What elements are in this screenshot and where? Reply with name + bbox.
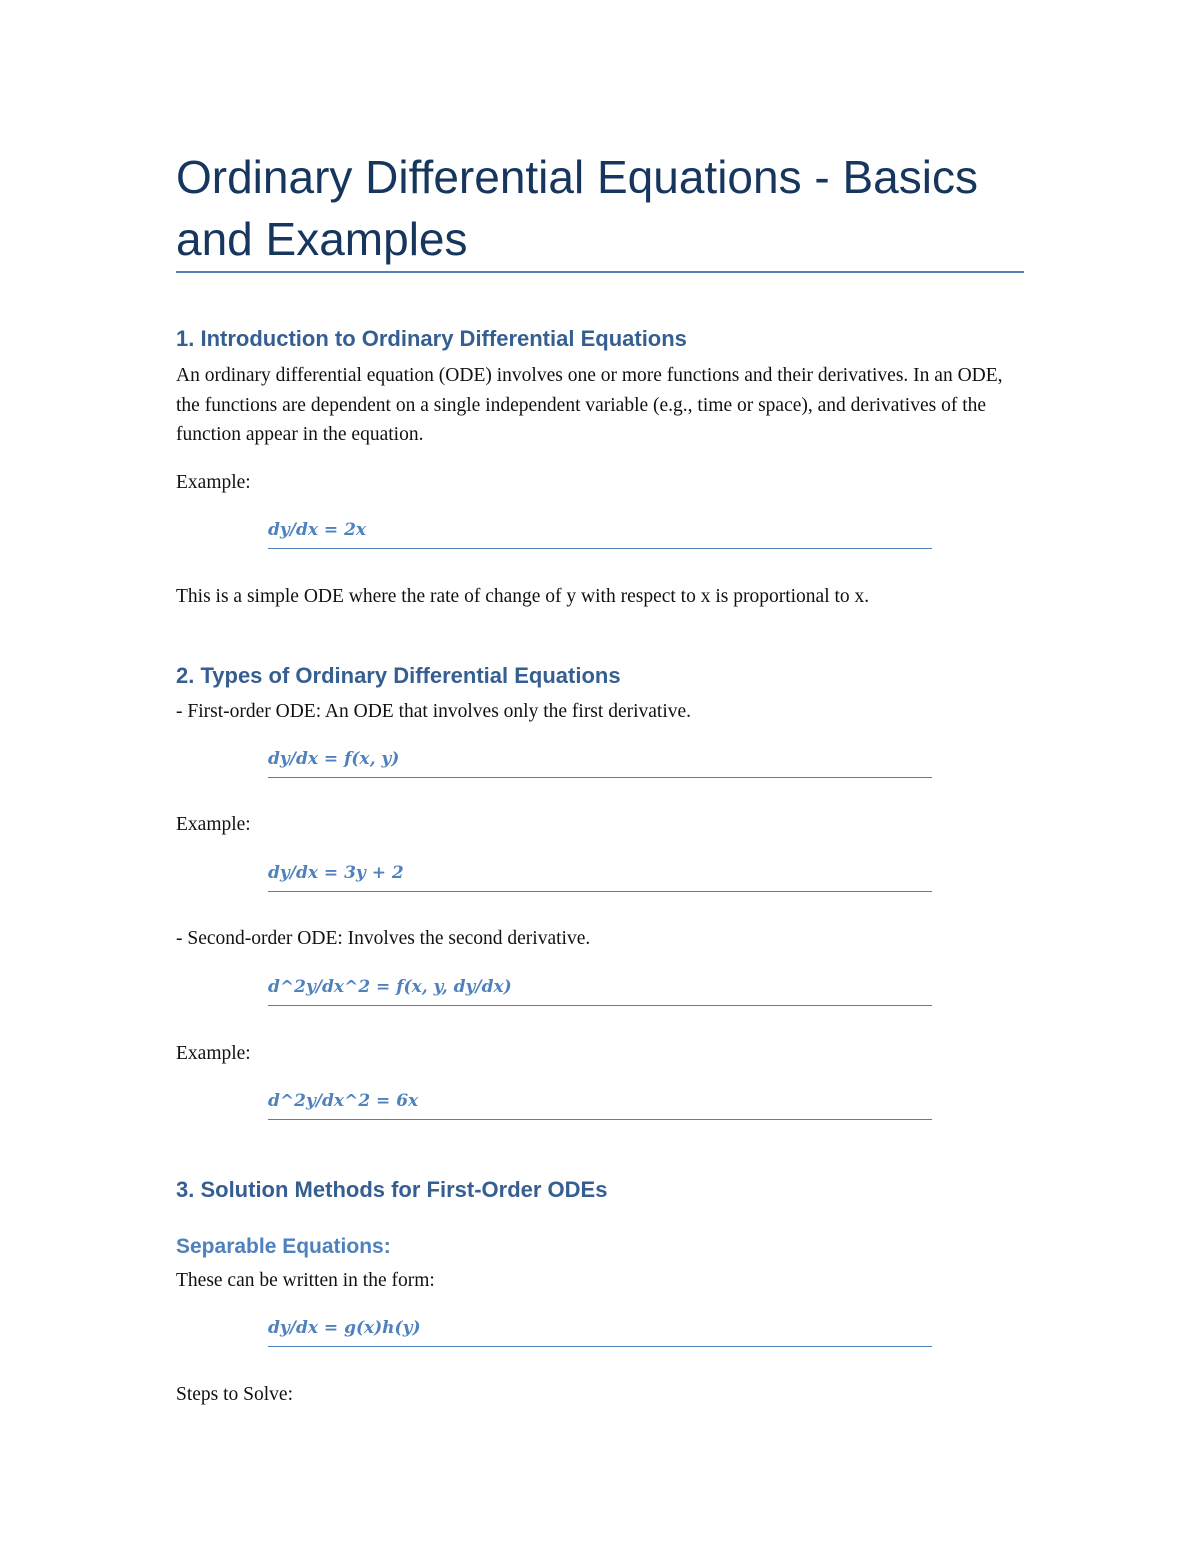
second-order-example-label: Example: xyxy=(176,1043,251,1064)
equation-first-order-general: dy/dx = f(x, y) xyxy=(268,746,932,778)
equation-second-order-general: d^2y/dx^2 = f(x, y, dy/dx) xyxy=(268,974,932,1006)
equation-dy-dx-2x: dy/dx = 2x xyxy=(268,517,932,549)
second-order-description: - Second-order ODE: Involves the second derivative. xyxy=(176,928,591,949)
first-order-example-label: Example: xyxy=(176,814,251,835)
separable-equations-subheading: Separable Equations: xyxy=(176,1235,391,1258)
steps-to-solve-label: Steps to Solve: xyxy=(176,1384,294,1405)
equation-separable-form: dy/dx = g(x)h(y) xyxy=(268,1315,932,1347)
section-1-heading: 1. Introduction to Ordinary Differential Equations xyxy=(176,326,687,351)
equation-first-order-example: dy/dx = 3y + 2 xyxy=(268,860,932,892)
section-2-heading: 2. Types of Ordinary Differential Equations xyxy=(176,663,621,688)
first-order-description: - First-order ODE: An ODE that involves only the first derivative. xyxy=(176,701,692,722)
document-title: Ordinary Differential Equations - Basics and Examples xyxy=(176,151,978,265)
section-1-example-label: Example: xyxy=(176,472,251,493)
section-1-intro: An ordinary differential equation (ODE) involves one or more functions and their derivatives. In an ODE, the functions are dependent on a single independent variable (e.g., time or space), and derivatives of the function appear in the equation. xyxy=(176,365,1003,445)
section-3-heading: 3. Solution Methods for First-Order ODEs xyxy=(176,1177,608,1202)
equation-second-order-example: d^2y/dx^2 = 6x xyxy=(268,1088,932,1120)
separable-form-text: These can be written in the form: xyxy=(176,1270,435,1291)
title-divider xyxy=(176,271,1024,273)
section-1-note: This is a simple ODE where the rate of change of y with respect to x is proportional to x. xyxy=(176,586,870,607)
